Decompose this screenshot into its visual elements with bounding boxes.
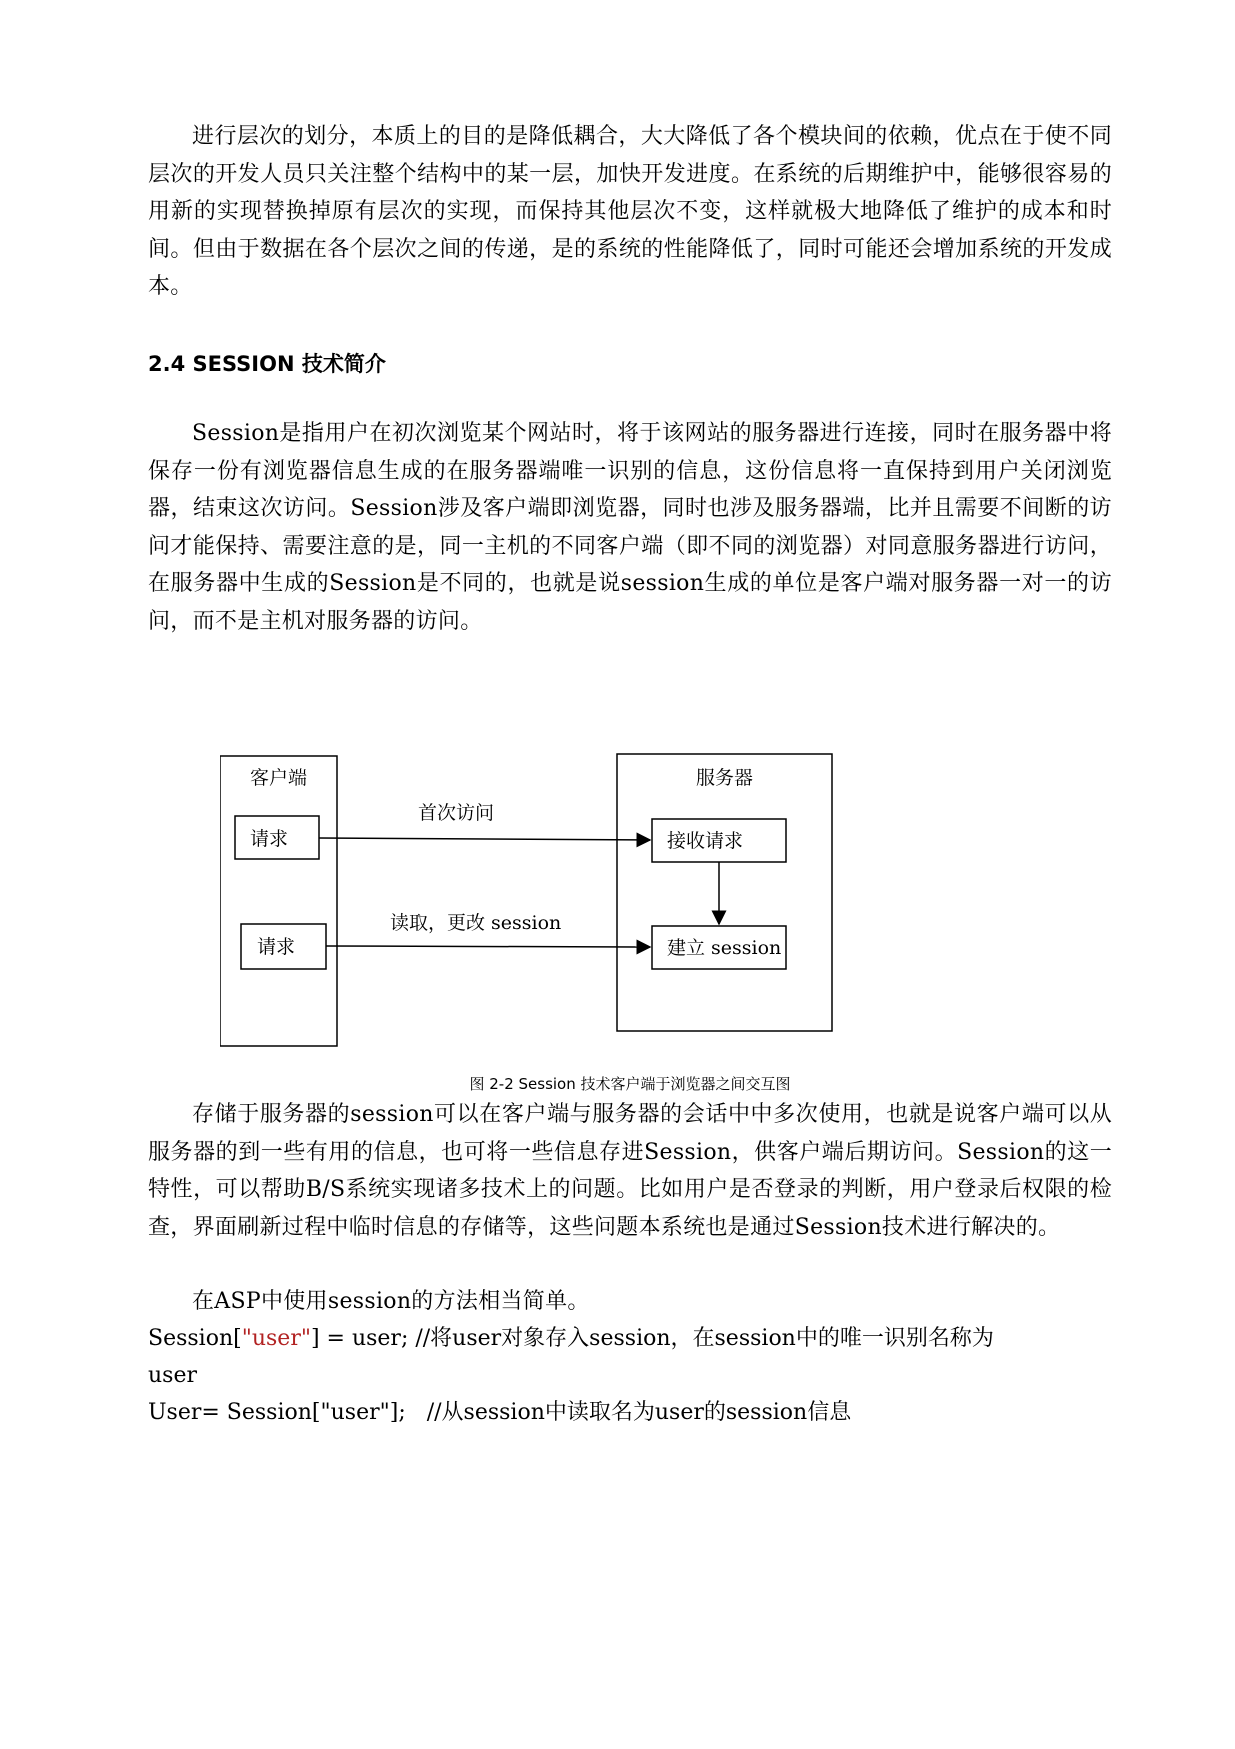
paragraph-session-intro: Session是指用户在初次浏览某个网站时，将于该网站的服务器进行连接，同时在服务器中将保存一份有浏览器信息生成的在服务器端唯一识别的信息，这份信息将一直保持到用户关闭浏览器，结束这次访问。Session涉及客户端即浏览器，同时也涉及服务器端，比并且需要不间断的访问才能保持、需要注意的是，同一主机的不同客户端（即不同的浏览器）对同意服务器进行访问，在服务器中生成的Session是不同的，也就是说session生成的单位是客户端对服务器一对一的访问，而不是主机对服务器的访问。 [148,421,1112,634]
create-session-label: 建立 session [667,937,782,959]
session-interaction-diagram [220,704,920,1054]
code-line-3: User= Session["user"]; //从session中读取名为user的session信息 [148,1400,852,1425]
request-label-1: 请求 [250,828,289,850]
section-heading: 2.4 SESSION 技术简介 [148,352,386,376]
request-label-2: 请求 [257,936,296,958]
paragraph-session-usage: 存储于服务器的session可以在客户端与服务器的会话中中多次使用，也就是说客户端可以从服务器的到一些有用的信息，也可将一些信息存进Session，供客户端后期访问。Session的这一特性，可以帮助B/S系统实现诸多技术上的问题。比如用户是否登录的判断，用户登录后权限的检查，界面刷新过程中临时信息的存储等，这些问题本系统也是通过Session技术进行解决的。 [148,1102,1112,1240]
code-string-literal: "user" [241,1326,311,1351]
code-line-1 [148,1320,1112,1357]
code-line-1-end: ] = user; //将user对象存入session，在session中的唯一识别名称为 [310,1326,994,1351]
figure-caption: 图 2-2 Session 技术客户端于浏览器之间交互图 [469,1075,791,1093]
client-box [220,756,337,1046]
server-box [617,754,832,1031]
client-title: 客户端 [250,767,308,789]
code-line-1-start: Session[ [148,1326,242,1351]
receive-request-label: 接收请求 [667,830,744,852]
paragraph-layering: 进行层次的划分，本质上的目的是降低耦合，大大降低了各个模块间的依赖，优点在于使不同层次的开发人员只关注整个结构中的某一层，加快开发进度。在系统的后期维护中，能够很容易的用新的实现替换掉原有层次的实现，而保持其他层次不变，这样就极大地降低了维护的成本和时间。但由于数据在各个层次之间的传递，是的系统的性能降低了，同时可能还会增加系统的开发成本。 [148,124,1112,299]
code-line-2: user [148,1363,197,1388]
arrow-first-visit-label: 首次访问 [418,802,495,824]
arrow-read-update [326,946,650,947]
server-title: 服务器 [696,767,754,789]
arrow-first-visit [319,838,650,840]
paragraph-asp-usage: 在ASP中使用session的方法相当简单。 [192,1289,590,1314]
arrow-read-update-label: 读取，更改 session [390,912,562,934]
